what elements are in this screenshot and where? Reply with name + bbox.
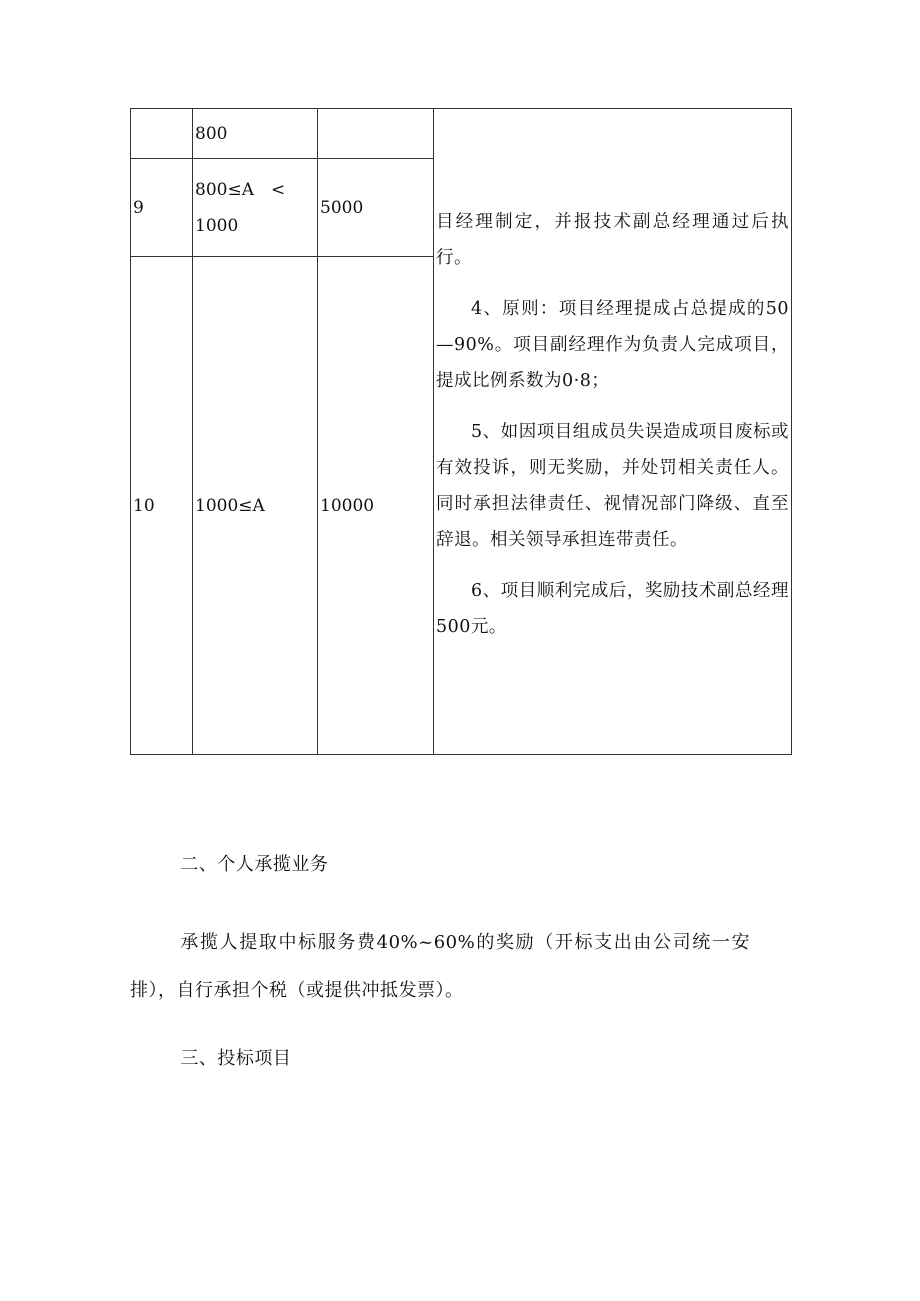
note-paragraph: 4、原则：项目经理提成占总提成的50—90%。项目副经理作为负责人完成项目，提成比例系数为0·8； [436, 298, 789, 391]
section-heading: 二、个人承揽业务 [180, 854, 329, 875]
cell-range [193, 109, 318, 159]
cell-amount: 5000 [318, 159, 434, 257]
range-line: 1000 [195, 215, 239, 236]
range-line: 800 [195, 123, 228, 144]
cell-notes [434, 109, 792, 755]
cell-number: 9 [131, 159, 193, 257]
reward-table [130, 108, 792, 755]
cell-range [193, 159, 318, 257]
note-paragraph: 6、项目顺利完成后，奖励技术副总经理500元。 [436, 580, 789, 637]
cell-amount: 10000 [318, 257, 434, 755]
section-bidding [130, 1035, 750, 1083]
range-line: 1000≤A [195, 495, 265, 516]
cell-number: 10 [131, 257, 193, 755]
cell-range [193, 257, 318, 755]
section-personal [130, 841, 750, 1015]
section-body: 承揽人提取中标服务费40%~60%的奖励（开标支出由公司统一安排），自行承担个税（或提供冲抵发票）。 [130, 932, 750, 1001]
note-paragraph: 目经理制定，并报技术副总经理通过后执行。 [436, 211, 789, 268]
range-line: 800≤A < [195, 179, 286, 200]
table-row [131, 109, 792, 159]
cell-number [131, 109, 193, 159]
cell-amount [318, 109, 434, 159]
section-heading: 三、投标项目 [180, 1048, 292, 1069]
note-paragraph: 5、如因项目组成员失误造成项目废标或有效投诉，则无奖励，并处罚相关责任人。同时承担法律责任、视情况部门降级、直至辞退。相关领导承担连带责任。 [436, 421, 789, 550]
